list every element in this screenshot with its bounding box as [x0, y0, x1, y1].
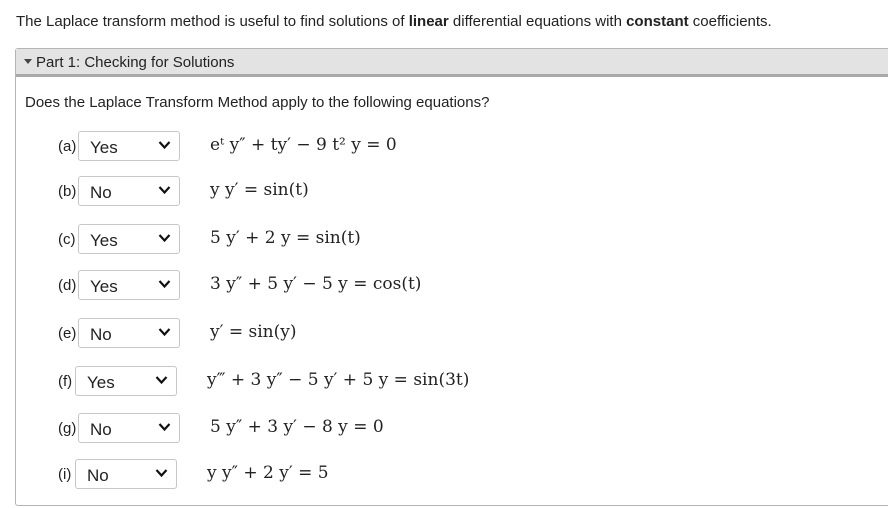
- answer-value: Yes: [90, 231, 118, 250]
- intro-text: [16, 13, 772, 30]
- answer-select[interactable]: [78, 224, 180, 254]
- intro-bold-constant: constant: [626, 13, 689, 30]
- caret-down-icon[interactable]: [24, 59, 32, 64]
- row-label: (i): [58, 466, 72, 483]
- part-1-header[interactable]: [16, 49, 888, 77]
- row-label: (a): [58, 138, 77, 155]
- intro-text-part-3: coefficients.: [688, 13, 772, 30]
- answer-select[interactable]: [75, 459, 177, 489]
- row-label: (c): [58, 231, 76, 248]
- chevron-down-icon: [155, 468, 168, 478]
- chevron-down-icon: [155, 375, 168, 385]
- chevron-down-icon: [158, 327, 171, 337]
- equation: y y′ = sin(t): [210, 180, 309, 200]
- answer-select[interactable]: [78, 131, 180, 161]
- chevron-down-icon: [158, 233, 171, 243]
- intro-bold-linear: linear: [408, 13, 449, 30]
- row-label: (d): [58, 277, 77, 294]
- chevron-down-icon: [158, 279, 171, 289]
- row-label: (g): [58, 420, 77, 437]
- panel-title: Part 1: Checking for Solutions: [36, 54, 235, 71]
- answer-value: No: [90, 420, 112, 439]
- equation: y′ = sin(y): [210, 322, 297, 342]
- part-1-panel: [15, 48, 888, 506]
- chevron-down-icon: [158, 422, 171, 432]
- answer-select[interactable]: [78, 318, 180, 348]
- answer-value: Yes: [90, 138, 118, 157]
- equation: 5 y′ + 2 y = sin(t): [210, 228, 361, 248]
- equation: eᵗ y″ + ty′ − 9 t² y = 0: [210, 135, 397, 155]
- answer-value: No: [90, 325, 112, 344]
- equation: 3 y″ + 5 y′ − 5 y = cos(t): [210, 274, 422, 294]
- intro-text-part-1: The Laplace transform method is useful to find solutions of: [16, 13, 409, 30]
- answer-select[interactable]: [78, 413, 180, 443]
- equation: y y″ + 2 y′ = 5: [207, 463, 329, 483]
- answer-value: Yes: [90, 277, 118, 296]
- row-label: (e): [58, 325, 77, 342]
- intro-text-part-2: differential equations with: [448, 13, 627, 30]
- answer-select[interactable]: [78, 270, 180, 300]
- chevron-down-icon: [158, 185, 171, 195]
- question-text: Does the Laplace Transform Method apply to the following equations?: [25, 94, 490, 111]
- answer-value: No: [87, 466, 109, 485]
- chevron-down-icon: [158, 140, 171, 150]
- row-label: (f): [58, 373, 73, 390]
- equation: y‴ + 3 y″ − 5 y′ + 5 y = sin(3t): [207, 370, 470, 390]
- answer-select[interactable]: [75, 366, 177, 396]
- row-label: (b): [58, 183, 77, 200]
- answer-value: No: [90, 183, 112, 202]
- answer-select[interactable]: [78, 176, 180, 206]
- equation: 5 y″ + 3 y′ − 8 y = 0: [210, 417, 384, 437]
- answer-value: Yes: [87, 373, 115, 392]
